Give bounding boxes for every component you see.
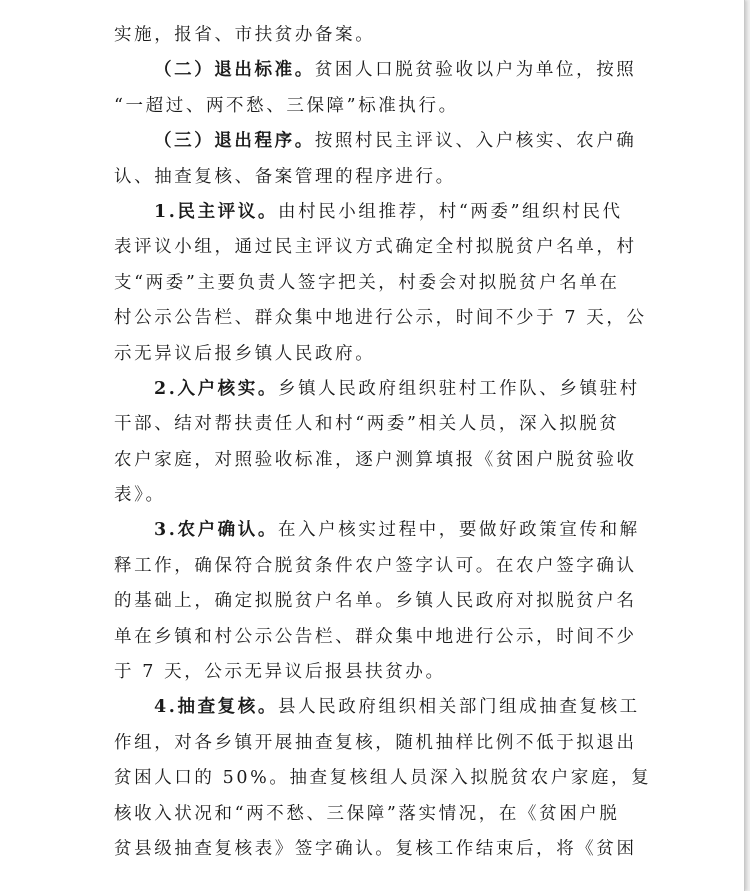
body-text: 县人民政府组织相关部门组成抽查复核工 [277,697,640,718]
text-line [114,160,634,195]
section-heading: 3.农户确认。 [154,520,278,541]
text-line [114,443,637,478]
body-text: 贫困人口的 50%。抽查复核组人员深入拟脱贫农户家庭，复 [114,768,652,789]
body-text: 于 7 天，公示无异议后报县扶贫办。 [114,662,446,683]
text-line [114,266,634,301]
text-line [114,53,637,88]
text-line [114,89,634,124]
body-text: 表评议小组，通过民主评议方式确定全村拟脱贫户名单，村 [114,237,637,258]
body-text: 示无异议后报乡镇人民政府。 [114,343,376,364]
body-text: 按照村民主评议、入户核实、农户确 [314,131,637,152]
text-line [114,372,640,407]
text-line [114,195,634,230]
section-heading: （二）退出标准。 [154,60,315,81]
text-line [114,407,634,442]
text-line [114,726,637,761]
body-text: 实施，报省、市扶贫办备案。 [114,25,376,45]
text-line [114,761,652,796]
text-line [114,18,634,53]
body-text: 贫县级抽查复核表》签字确认。复核工作结束后，将《贫困 [114,838,637,859]
body-text: 干部、结对帮扶责任人和村“两委”相关人员，深入拟脱贫 [114,414,620,435]
text-line [114,832,637,867]
body-text: 贫困人口脱贫验收以户为单位，按照 [314,60,637,81]
text-line [114,124,637,159]
text-line [114,690,640,725]
body-text: 由村民小组推荐，村“两委”组织村民代 [277,201,623,222]
text-line [114,478,634,513]
text-line [114,337,634,372]
body-text: 认、抽查复核、备案管理的程序进行。 [114,166,456,187]
text-line [114,301,647,336]
body-text: 作组，对各乡镇开展抽查复核，随机抽样比例不低于拟退出 [114,732,637,753]
body-text: 村公示公告栏、群众集中地进行公示，时间不少于 7 天，公 [114,308,647,329]
section-heading: 2.入户核实。 [154,378,278,399]
body-text: 支“两委”主要负责人签字把关，村委会对拟脱贫户名单在 [114,272,620,293]
body-text: 农户家庭，对照验收标准，逐户测算填报《贫困户脱贫验收 [114,449,637,470]
text-line [114,620,637,655]
section-heading: （三）退出程序。 [154,131,315,152]
body-text: 单在乡镇和村公示公告栏、群众集中地进行公示，时间不少 [114,626,637,647]
body-text: “一超过、两不愁、三保障”标准执行。 [114,95,459,116]
body-text: 乡镇人民政府组织驻村工作队、乡镇驻村 [277,378,640,399]
text-line [114,655,634,690]
text-line [114,230,637,265]
body-text: 的基础上，确定拟脱贫户名单。乡镇人民政府对拟脱贫户名 [114,591,637,612]
section-heading: 1.民主评议。 [154,201,278,222]
body-text: 释工作，确保符合脱贫条件农户签字认可。在农户签字确认 [114,555,637,576]
section-heading: 4.抽查复核。 [154,697,278,718]
body-text: 在入户核实过程中，要做好政策宣传和解 [277,520,640,541]
text-line [114,584,637,619]
text-line [114,797,634,832]
body-text: 表》。 [114,485,166,506]
body-text: 核收入状况和“两不愁、三保障”落实情况，在《贫困户脱 [114,803,620,824]
document-body [114,18,652,867]
text-line [114,549,637,584]
text-line [114,513,640,548]
